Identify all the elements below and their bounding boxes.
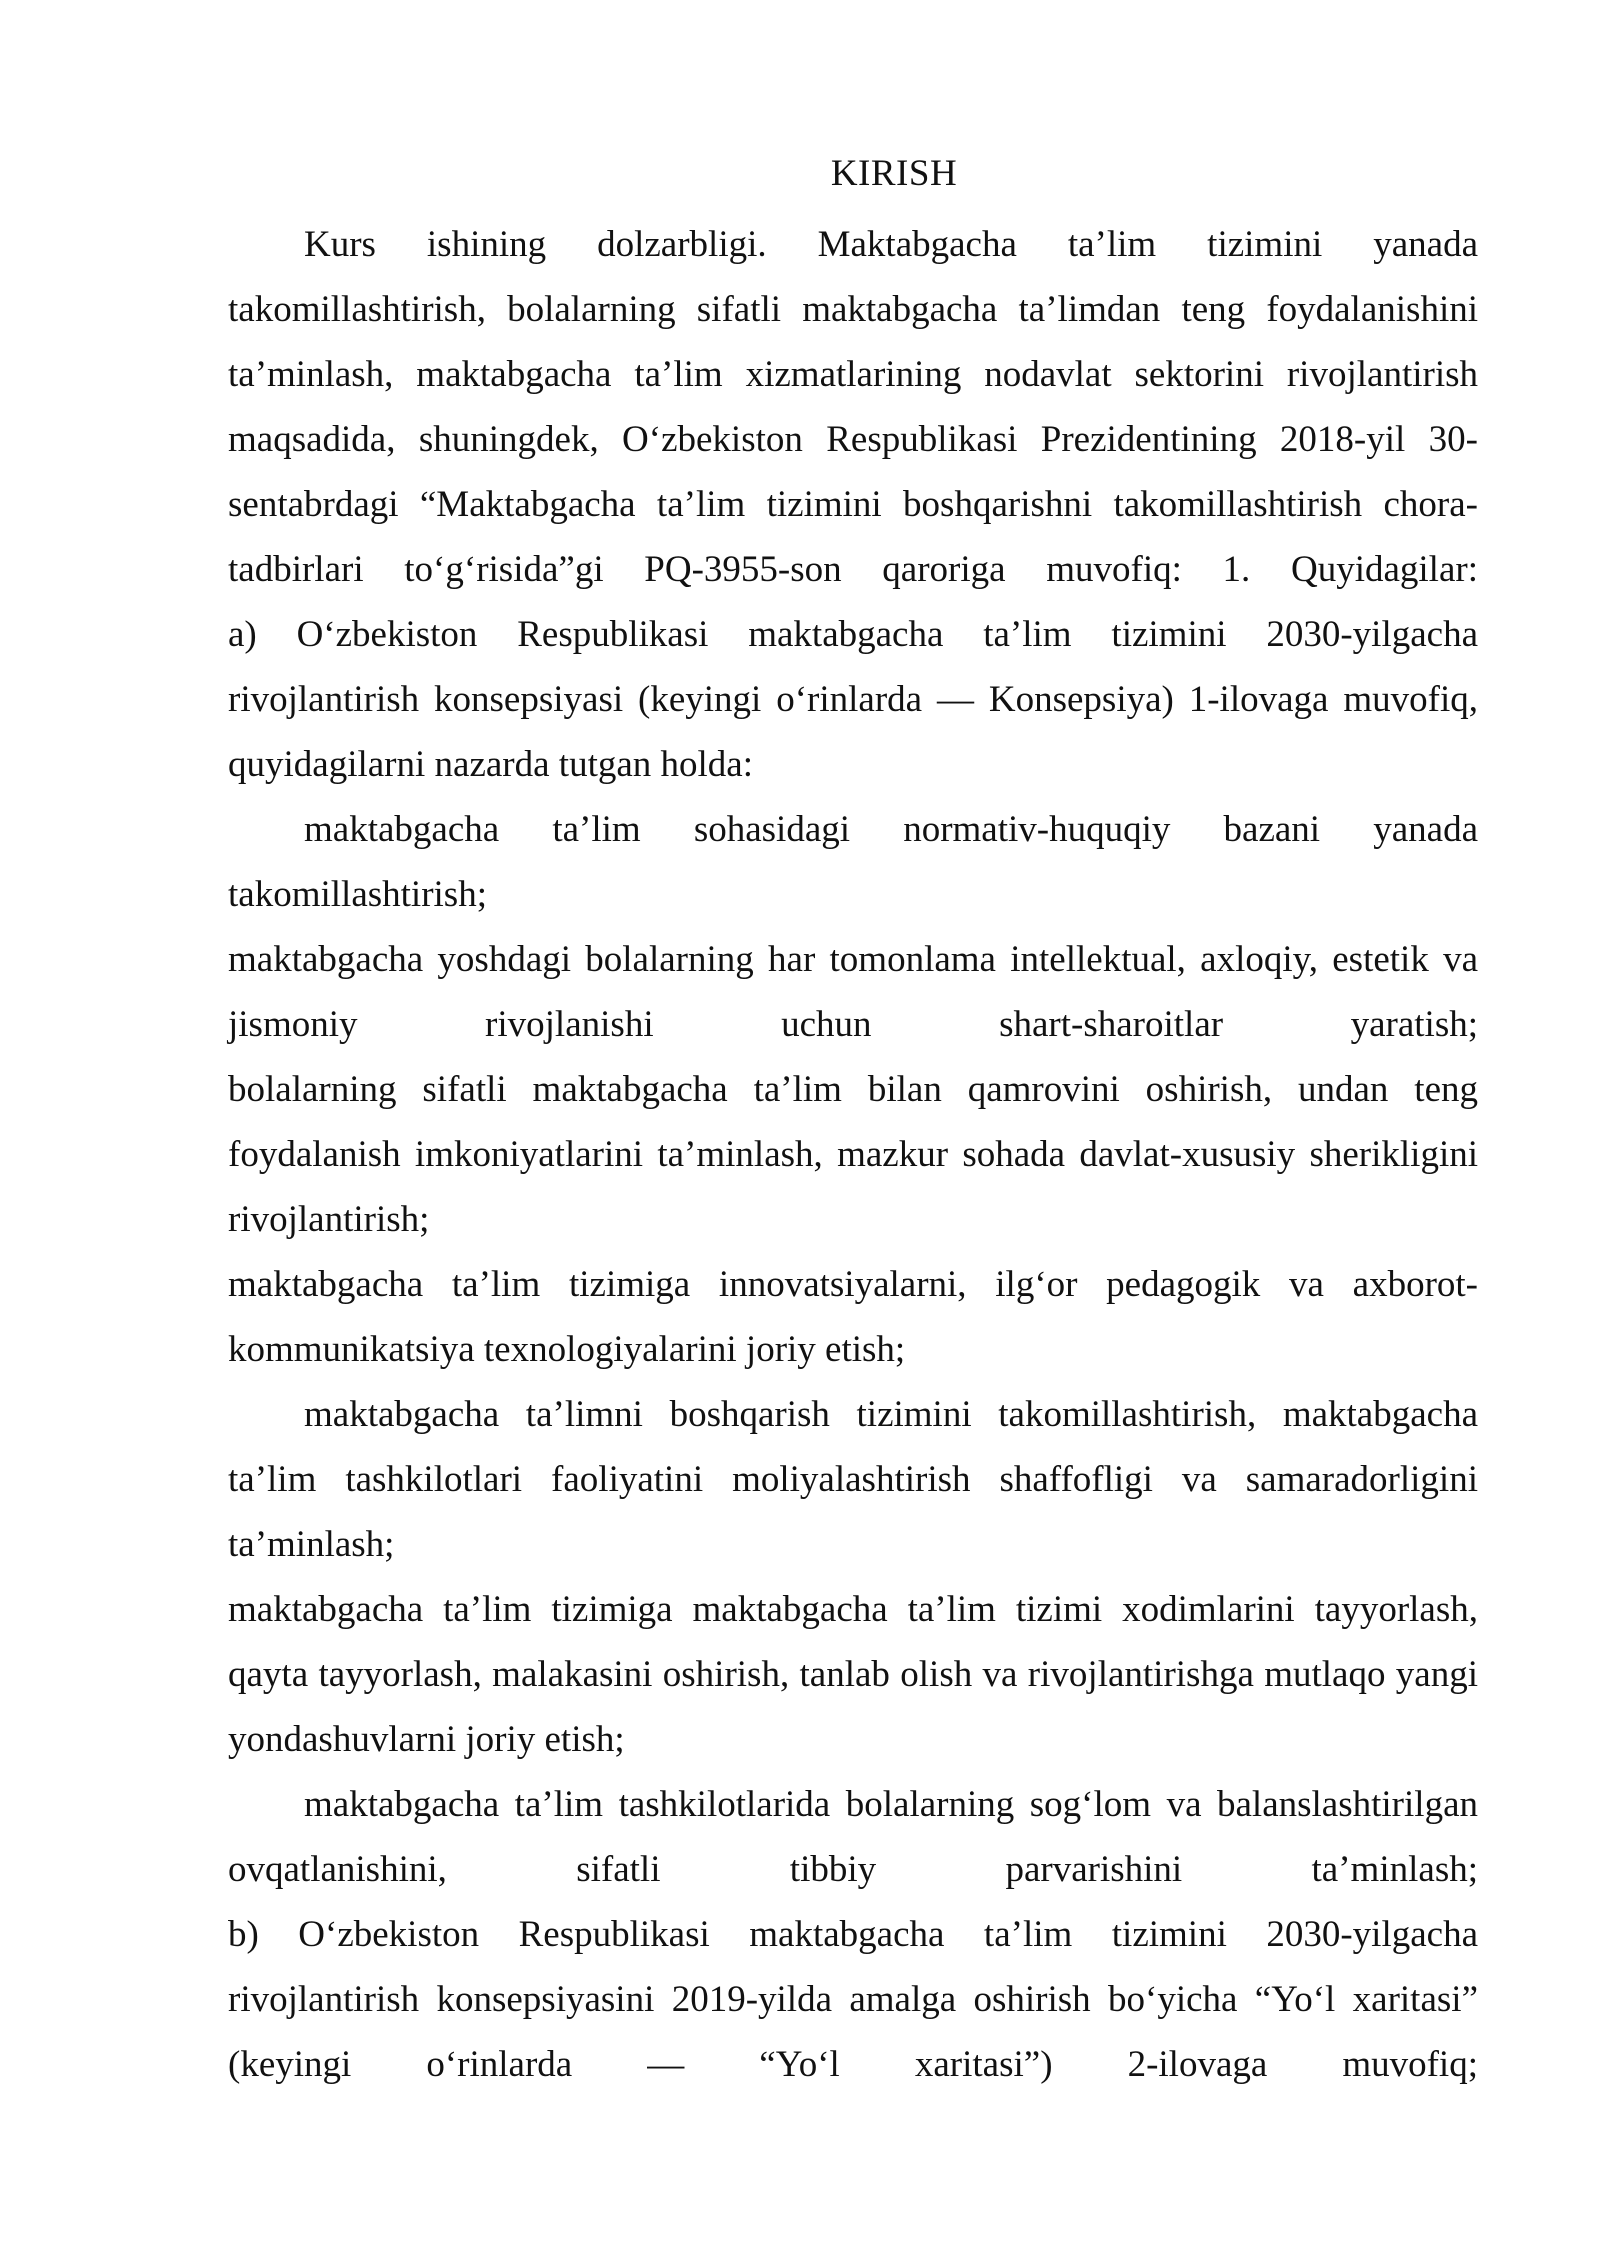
text-line: maktabgacha ta’lim tashkilotlarida bolalarning sog‘lom va balanslashtirilgan [304,1784,1478,1825]
text-line: sentabrdagi “Maktabgacha ta’lim tizimini boshqarishni takomillashtirish chora- [228,484,1478,525]
text-line: Kurs ishining dolzarbligi. Maktabgacha ta’lim tizimini yanada [304,224,1478,265]
text-line: maktabgacha ta’lim tizimiga innovatsiyalarni, ilg‘or pedagogik va axborot- [228,1264,1478,1305]
text-line: a) O‘zbekiston Respublikasi maktabgacha ta’lim tizimini 2030-yilgacha [228,614,1478,655]
text-line: ta’lim tashkilotlari faoliyatini moliyalashtirish shaffofligi va samaradorligini [228,1459,1478,1500]
text-line: maktabgacha yoshdagi bolalarning har tomonlama intellektual, axloqiy, estetik va [228,939,1478,980]
text-line: b) O‘zbekiston Respublikasi maktabgacha ta’lim tizimini 2030-yilgacha [228,1914,1478,1955]
text-line: maqsadida, shuningdek, O‘zbekiston Respublikasi Prezidentining 2018-yil 30- [228,419,1478,460]
text-line: ta’minlash; [228,1524,395,1565]
text-line: bolalarning sifatli maktabgacha ta’lim bilan qamrovini oshirish, undan teng [228,1069,1478,1110]
text-line: ta’minlash, maktabgacha ta’lim xizmatlarining nodavlat sektorini rivojlantirish [228,354,1478,395]
text-line: (keyingi o‘rinlarda — “Yo‘l xaritasi”) 2-ilovaga muvofiq; [228,2044,1478,2085]
text-line: yondashuvlarni joriy etish; [228,1719,625,1760]
text-line: kommunikatsiya texnologiyalarini joriy etish; [228,1329,906,1370]
text-line: takomillashtirish, bolalarning sifatli maktabgacha ta’limdan teng foydalanishini [228,289,1478,330]
page-heading: KIRISH [830,153,958,194]
text-line: ovqatlanishini, sifatli tibbiy parvarishini ta’minlash; [228,1849,1478,1890]
text-line: foydalanish imkoniyatlarini ta’minlash, mazkur sohada davlat-xususiy sherikligini [228,1134,1478,1175]
text-line: tadbirlari to‘g‘risida”gi PQ-3955-son qaroriga muvofiq: 1. Quyidagilar: [228,549,1478,590]
text-line: rivojlantirish konsepsiyasi (keyingi o‘rinlarda — Konsepsiya) 1-ilovaga muvofiq, [228,679,1478,720]
text-line: maktabgacha ta’limni boshqarish tizimini takomillashtirish, maktabgacha [304,1394,1478,1435]
text-line: takomillashtirish; [228,874,487,915]
text-line: qayta tayyorlash, malakasini oshirish, tanlab olish va rivojlantirishga mutlaqo yangi [228,1654,1478,1695]
text-line: rivojlantirish konsepsiyasini 2019-yilda amalga oshirish bo‘yicha “Yo‘l xaritasi” [228,1979,1478,2020]
document-body [228,212,1478,2097]
text-line: maktabgacha ta’lim tizimiga maktabgacha ta’lim tizimi xodimlarini tayyorlash, [228,1589,1478,1630]
text-line: quyidagilarni nazarda tutgan holda: [228,744,754,785]
text-line: rivojlantirish; [228,1199,430,1240]
text-line: maktabgacha ta’lim sohasidagi normativ-huquqiy bazani yanada [304,809,1478,850]
text-line: jismoniy rivojlanishi uchun shart-sharoitlar yaratish; [228,1004,1478,1045]
